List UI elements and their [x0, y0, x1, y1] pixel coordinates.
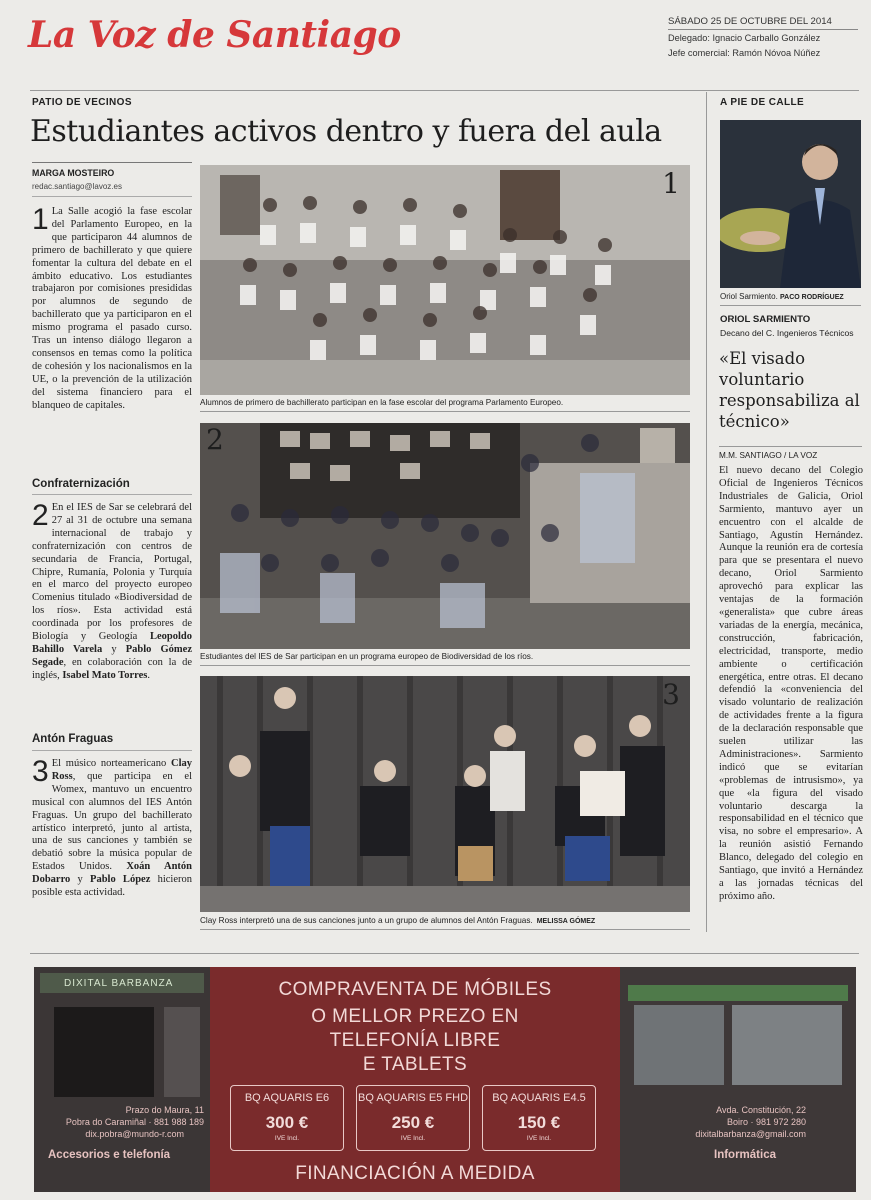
- ad-right-email: dixitalbarbanza@gmail.com: [695, 1129, 806, 1139]
- subhead-rule-2: [32, 494, 192, 495]
- price-model-3: BQ AQUARIS E4.5: [492, 1092, 586, 1104]
- paragraph-2-text: En el IES de Sar se celebrará del 27 al 31 de octubre una semana internacional de trabajo y confraternización con centros de secundaria de Francia, Portugal, Chipre, Rumanía, Polonia y Turquía en el marco del proyecto europeo Comenius titulado «Biodiversidad de los ríos». Esta actividad está coordinada por los profesores de Biología y Geología: [32, 502, 192, 643]
- sidebar-photo-credit: PACO RODRÍGUEZ: [780, 294, 844, 301]
- price-model-2: BQ AQUARIS E5 FHD: [357, 1092, 469, 1104]
- photo-parlamento-europeo: [200, 165, 690, 395]
- price-iva-3: IVE Incl.: [526, 1135, 552, 1142]
- paragraph-3-text-b: , que participa en el Womex, mantuvo un encuentro musical con alumnos del IES Antón Fraguas. Un grupo del bachillerato artístico interpretó, junto al artista, una de sus canciones y también se debatió sobre la música popular de Estados Unidos.: [32, 770, 192, 873]
- sidebar-person-role: Decano del C. Ingenieros Técnicos: [720, 328, 854, 338]
- photo-caption-2: Estudiantes del IES de Sar participan en un programa europeo de Biodiversidad de los ríos.: [200, 652, 534, 661]
- ad-left-tagline: Accesorios e telefonía: [48, 1149, 171, 1161]
- name-gomez: Pablo Gómez Segade: [32, 643, 193, 668]
- subhead-confraternizacion: Confraternización: [32, 478, 130, 490]
- photo-caption-3-text: Clay Ross interpretó una de sus canciones junto a un grupo de alumnos del Antón Fraguas.: [200, 916, 533, 925]
- ad-right-address-2: Boiro · 981 972 280: [726, 1117, 806, 1127]
- paragraph-3-text-c: hicieron posible esta actividad.: [32, 874, 192, 899]
- section-label: PATIO DE VECINOS: [32, 97, 132, 108]
- name-lopez: Pablo López: [90, 874, 151, 886]
- ad-right-tagline: Informática: [714, 1149, 776, 1161]
- paragraph-number-3: 3: [32, 755, 49, 788]
- name-clay-ross: Clay Ross: [51, 758, 192, 782]
- ad-financing: FINANCIACIÓN A MEDIDA: [295, 1163, 535, 1184]
- photo-caption-1: Alumnos de primero de bachillerato participan en la fase escolar del programa Parlamento Europeo.: [200, 398, 564, 407]
- subhead-rule-3: [32, 750, 192, 751]
- price-box-e45: [482, 1085, 596, 1151]
- photo-number-2: 2: [206, 423, 224, 456]
- ad-right-address-1: Avda. Constitución, 22: [716, 1105, 806, 1115]
- price-value-1: 300 €: [265, 1113, 309, 1132]
- price-value-2: 250 €: [391, 1113, 435, 1132]
- name-dobarro: Xoán Antón Dobarro: [32, 861, 193, 886]
- name-mato: Isabel Mato Torres: [62, 669, 148, 681]
- email-rule: [32, 196, 192, 197]
- caption-rule-3: [200, 929, 690, 930]
- column-divider: [706, 92, 707, 932]
- masthead-info: [668, 14, 858, 61]
- photo-oriol-sarmiento: [720, 120, 861, 288]
- caption-rule-1: [200, 411, 690, 412]
- price-iva-1: IVE Incl.: [274, 1135, 300, 1142]
- sidebar-quote: «El visado voluntario responsabiliza al técnico»: [719, 349, 860, 431]
- ad-headline-3: TELEFONÍA LIBRE: [329, 1030, 501, 1051]
- author-email: redac.santiago@lavoz.es: [32, 182, 122, 191]
- photo-biodiversidad: [200, 423, 690, 649]
- ad-headline-4: E TABLETS: [362, 1054, 468, 1075]
- photo-clay-ross: [200, 676, 690, 912]
- price-box-e5: [356, 1085, 470, 1151]
- issue-date: SÁBADO 25 DE OCTUBRE DEL 2014: [668, 14, 858, 30]
- sidebar-caption-text: Oriol Sarmiento.: [720, 292, 778, 301]
- paragraph-2-text-b: , en colaboración con la de inglés,: [32, 656, 192, 681]
- photo-caption-3: [200, 916, 690, 925]
- price-iva-2: IVE Incl.: [400, 1135, 426, 1142]
- name-bahillo: Leopoldo Bahillo Varela: [32, 631, 192, 655]
- sidebar-rule-1: [720, 305, 861, 306]
- subhead-anton-fraguas: Antón Fraguas: [32, 733, 114, 745]
- article-headline: Estudiantes activos dentro y fuera del aula: [30, 114, 662, 149]
- conj: y: [102, 643, 126, 655]
- sidebar-rule-2: [719, 446, 862, 447]
- sidebar-person-name: ORIOL SARMIENTO: [720, 314, 811, 325]
- paragraph-3: [32, 755, 193, 900]
- ad-headline-1: COMPRAVENTA DE MÓBILES: [278, 979, 552, 1000]
- sidebar-body: El nuevo decano del Colegio Oficial de Ingenieros Técnicos Industriales de Galicia, Oriol Sarmiento, mantuvo ayer un encuentro con el alcalde de Santiago, Agustín Hernández. Aunque la reunión era de cortesía para que se presentara el nuevo decano, Oriol Sarmiento aprovechó para explicar las ventajas de la formación «generalista» que cubre áreas variadas de la energía, mecánica, construcción, fabricación, electricidad, transporte, medio ambiente o certificación energética, entre otras. El decano defendió la «conveniencia del visado voluntario de realización de actividades frente a la figura de la declaración responsable que suelen utilizar las Administraciones». Sarmiento indicó que se evitarían «problemas de intrusismo», ya que «la figura del visado voluntario descarga la responsabilidad en el técnico que visa, no sobre el empresario». A la reunión asistió Fernando Blanco, delegado del colegio en Santiago, que invitó a Hernández a las jornadas técnicas del próximo año.: [719, 465, 863, 902]
- period: .: [147, 669, 150, 681]
- price-value-3: 150 €: [517, 1113, 561, 1132]
- paragraph-1: [32, 203, 192, 413]
- ad-top-rule: [30, 953, 859, 954]
- article-author: MARGA MOSTEIRO: [32, 168, 115, 178]
- advertisement: [34, 967, 856, 1192]
- price-box-e6: [230, 1085, 344, 1151]
- jefe-comercial-line: Jefe comercial: Ramón Nóvoa Núñez: [668, 48, 821, 58]
- author-rule: [32, 162, 192, 163]
- sidebar-byline: M.M. SANTIAGO / LA VOZ: [719, 451, 818, 460]
- ad-headline-2: O MELLOR PREZO EN: [311, 1006, 519, 1027]
- newspaper-logo: La Voz de Santiago: [28, 14, 401, 56]
- paragraph-1-text: La Salle acogió la fase escolar del Parlamento Europeo, en la que participaron 44 alumnos de primero de bachillerato y que quiere fomentar la cultura del debate en el ámbito educativo. Los estudiantes trabajaron por comisiones presididas por alumnos de segundo de bachillerato que ya participaron en el mismo programa el pasado curso. Tras un intenso diálogo llegaron a consensos en temas como la política de cohesión y los nacionalismos en la UE, o la prevención de la utilización del sistema financiero para el blanqueo de capitales.: [32, 206, 192, 411]
- photo-credit-3: MELISSA GÓMEZ: [536, 918, 596, 925]
- masthead-rule: [30, 90, 859, 91]
- photo-number-1: 1: [662, 167, 680, 200]
- price-model-1: BQ AQUARIS E6: [244, 1092, 330, 1104]
- paragraph-number-1: 1: [32, 203, 49, 236]
- paragraph-number-2: 2: [32, 499, 49, 532]
- delegado-line: Delegado: Ignacio Carballo González: [668, 33, 821, 43]
- ad-left-address-1: Prazo do Maura, 11: [125, 1105, 204, 1115]
- ad-left-logo: DIXITAL BARBANZA: [64, 978, 174, 989]
- conj: y: [70, 874, 91, 886]
- caption-rule-2: [200, 665, 690, 666]
- paragraph-2: [32, 499, 193, 683]
- sidebar-photo-caption: [720, 292, 844, 301]
- sidebar-section-label: A PIE DE CALLE: [720, 97, 805, 108]
- photo-number-3: 3: [662, 678, 680, 711]
- ad-left-address-2: Pobra do Caramiñal · 881 988 189: [65, 1117, 204, 1127]
- ad-left-email: dix.pobra@mundo-r.com: [85, 1129, 184, 1139]
- paragraph-3-text: El músico norteamericano: [51, 758, 171, 769]
